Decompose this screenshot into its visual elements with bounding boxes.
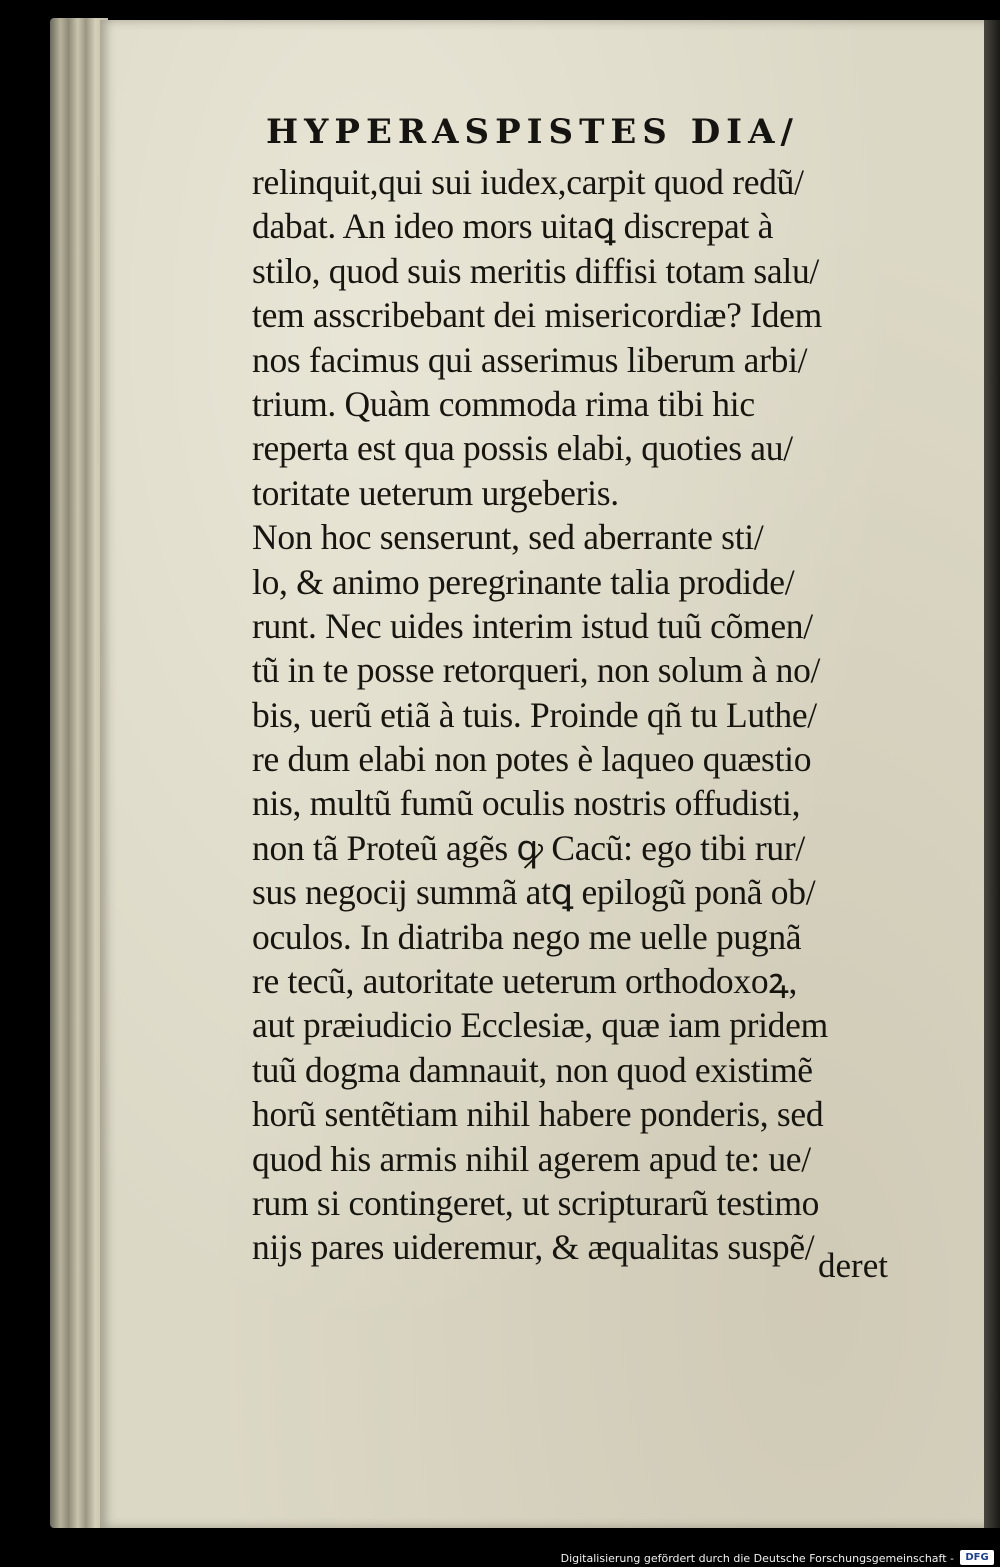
catchword: deret [818, 1246, 888, 1285]
text-line: nijs pares uideremur, & æqualitas suspẽ/ [252, 1227, 815, 1268]
text-line: tem asscribebant dei misericordiæ? Idem [252, 295, 822, 336]
dfg-logo: DFG [960, 1550, 994, 1565]
text-line: nis, multũ fumũ oculis nostris offudisti, [252, 783, 801, 824]
running-head: HYPERASPISTES DIA/ [266, 112, 799, 152]
text-line: toritate ueterum urgeberis. [252, 472, 619, 513]
page-gutter-shadow [984, 20, 1000, 1528]
text-line: trium. Quàm commoda rima tibi hic [252, 383, 755, 424]
text-line: sus negocij summã atꝗ epilogũ ponã ob/ [252, 872, 816, 913]
text-line: tũ in te posse retorqueri, non solum à no/ [252, 650, 821, 691]
text-line: re dum elabi non potes è laqueo quæstio [252, 739, 812, 780]
text-line: tuũ dogma damnauit, non quod existimẽ [252, 1049, 813, 1090]
text-line: oculos. In diatriba nego me uelle pugnã [252, 916, 802, 957]
page-text-block [252, 160, 912, 1270]
text-line: lo, & animo peregrinante talia prodide/ [252, 561, 795, 602]
text-line: horũ sentẽtiam nihil habere ponderis, sed [252, 1094, 824, 1135]
text-line: dabat. An ideo mors uitaꝗ discrepat à [252, 206, 774, 247]
text-line: relinquit,qui sui iudex,carpit quod redũ/ [252, 162, 804, 202]
text-line: aut præiudicio Ecclesiæ, quæ iam pridem [252, 1005, 828, 1046]
text-line: runt. Nec uides interim istud tuũ cõmen/ [252, 605, 813, 646]
text-line: Non hoc senserunt, sed aberrante sti/ [252, 517, 764, 558]
text-line: stilo, quod suis meritis diffisi totam salu/ [252, 250, 819, 291]
text-line: nos facimus qui asserimus liberum arbi/ [252, 339, 808, 380]
text-line: rum si contingeret, ut scripturarũ testimo [252, 1182, 820, 1223]
text-line: non tã Proteũ agẽs ꝙ Cacũ: ego tibi rur/ [252, 827, 805, 868]
funding-credit: Digitalisierung gefördert durch die Deutsche Forschungsgemeinschaft - [560, 1552, 954, 1565]
text-line: bis, uerũ etiã à tuis. Proinde qñ tu Luthe/ [252, 694, 817, 735]
text-line: quod his armis nihil agerem apud te: ue/ [252, 1138, 811, 1179]
text-line: re tecũ, autoritate ueterum orthodoxoꝝ, [252, 961, 798, 1002]
text-line: reperta est qua possis elabi, quoties au/ [252, 428, 793, 469]
